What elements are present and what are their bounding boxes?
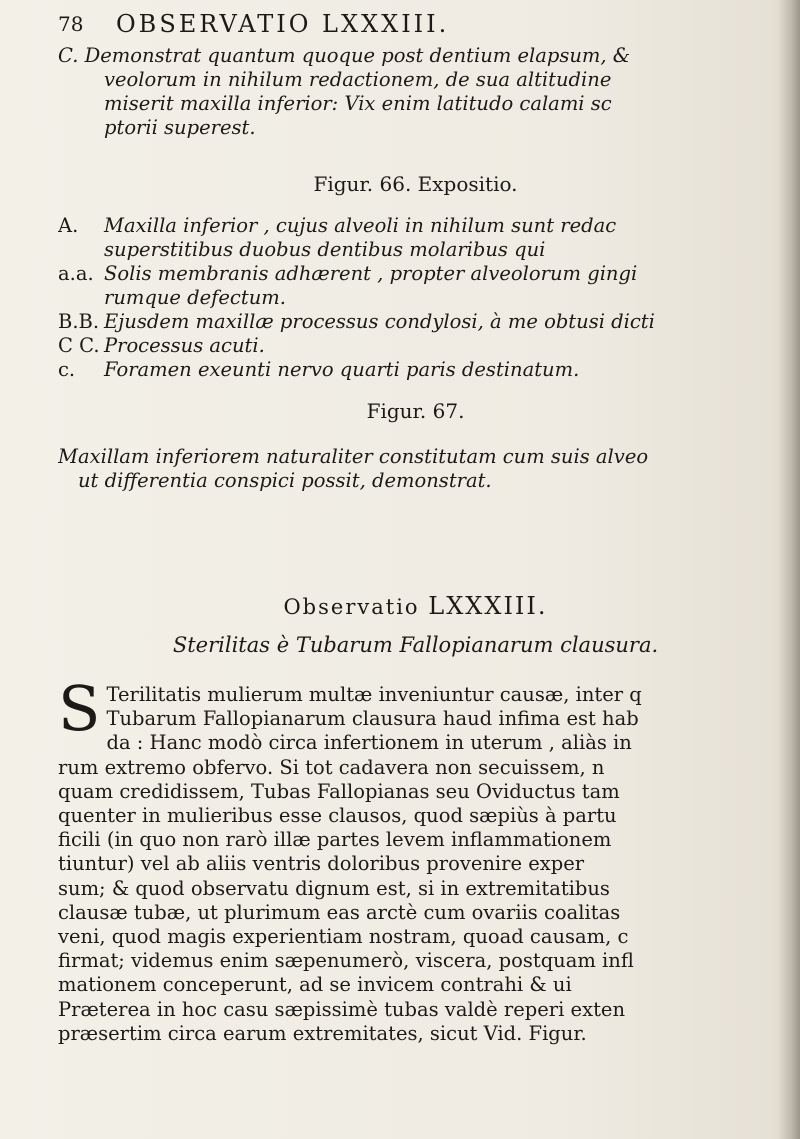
text-line: C. Demonstrat quantum quoque post dentium elapsum, & (58, 44, 631, 67)
text-line: præsertim circa earum extremitates, sicut Vid. Figur. (58, 1021, 587, 1045)
legend-label: c. (58, 358, 76, 381)
observation-subtitle: Sterilitas è Tubarum Fallopianarum clausura. (172, 633, 659, 657)
legend-text: Foramen exeunti nervo quarti paris destinatum. (104, 358, 580, 381)
legend-label: B.B. (58, 310, 100, 333)
legend-item-cc (58, 334, 773, 358)
legend-text: Solis membranis adhærent , propter alveolorum gingi (104, 262, 638, 285)
text-line: clausæ tubæ, ut plurimum eas arctè cum ovariis coalitas (58, 900, 621, 924)
legend-text: Processus acuti. (104, 334, 265, 357)
text-line: superstitibus duobus dentibus molaribus qui (104, 238, 546, 261)
drop-cap: S (58, 672, 101, 745)
page-gutter-shadow (778, 0, 800, 1139)
page-number: 78 (58, 12, 84, 36)
text-line: ut differentia conspici possit, demonstrat. (78, 469, 492, 492)
text-line: rum extremo obfervo. Si tot cadavera non secuissem, n (58, 755, 605, 779)
legend-text: Ejusdem maxillæ processus condylosi, à me obtusi dicti (104, 310, 655, 333)
note-c (58, 44, 773, 140)
text-line: Tubarum Fallopianarum clausura haud infima est hab (106, 707, 639, 731)
text-line: Terilitatis mulierum multæ inveniuntur causæ, inter q (106, 683, 642, 706)
text-line: quam credidissem, Tubas Fallopianas seu Oviductus tam (58, 779, 620, 803)
text-line: Maxillam inferiorem naturaliter constitutam cum suis alveo (58, 445, 649, 468)
observation-title (58, 592, 773, 620)
text-line: tiuntur) vel ab aliis ventris doloribus provenire exper (58, 852, 585, 876)
text-line: miserit maxilla inferior: Vix enim latitudo calami sc (104, 92, 612, 115)
observation-body (58, 672, 774, 1046)
legend-label: A. (58, 214, 79, 237)
text-line: sum; & quod observatu dignum est, si in extremitatibus (58, 876, 610, 900)
text-line: da : Hanc modò circa infertionem in uterum , aliàs in (106, 731, 632, 755)
fig66-expositio (58, 214, 773, 382)
fig67-description (58, 445, 773, 493)
text-line: rumque defectum. (104, 286, 286, 309)
text-line: ficili (in quo non rarò illæ partes levem inflammationem (58, 828, 612, 852)
running-title: OBSERVATIO LXXXIII. (116, 10, 450, 38)
legend-label: a.a. (58, 262, 94, 285)
text-line: veni, quod magis experientiam nostram, quoad causam, c (58, 925, 629, 949)
legend-item-aa (58, 262, 773, 286)
text-line: ptorii superest. (104, 116, 256, 139)
text-line: mationem conceperunt, ad se invicem contrahi & ui (58, 973, 572, 997)
text-line: veolorum in nihilum redactionem, de sua altitudine (104, 68, 612, 91)
legend-label: C C. (58, 334, 100, 357)
observation-word: Observatio (283, 595, 420, 619)
text-line: firmat; videmus enim sæpenumerò, viscera, postquam infl (58, 949, 634, 973)
text-line: quenter in mulieribus esse clausos, quod sæpiùs à partu (58, 804, 617, 828)
observation-number: LXXXIII. (428, 592, 548, 620)
text-line: Præterea in hoc casu sæpissimè tubas valdè reperi exten (58, 997, 626, 1021)
legend-item-c (58, 358, 773, 382)
figure-heading: Figur. 66. Expositio. (313, 172, 518, 196)
figure-heading: Figur. 67. (366, 399, 465, 423)
legend-text: Maxilla inferior , cujus alveoli in nihilum sunt redac (104, 214, 617, 237)
legend-item-bb (58, 310, 773, 334)
legend-item-a (58, 214, 773, 238)
fig66-heading (58, 172, 773, 196)
fig67-heading (58, 399, 773, 423)
running-head (58, 10, 778, 40)
